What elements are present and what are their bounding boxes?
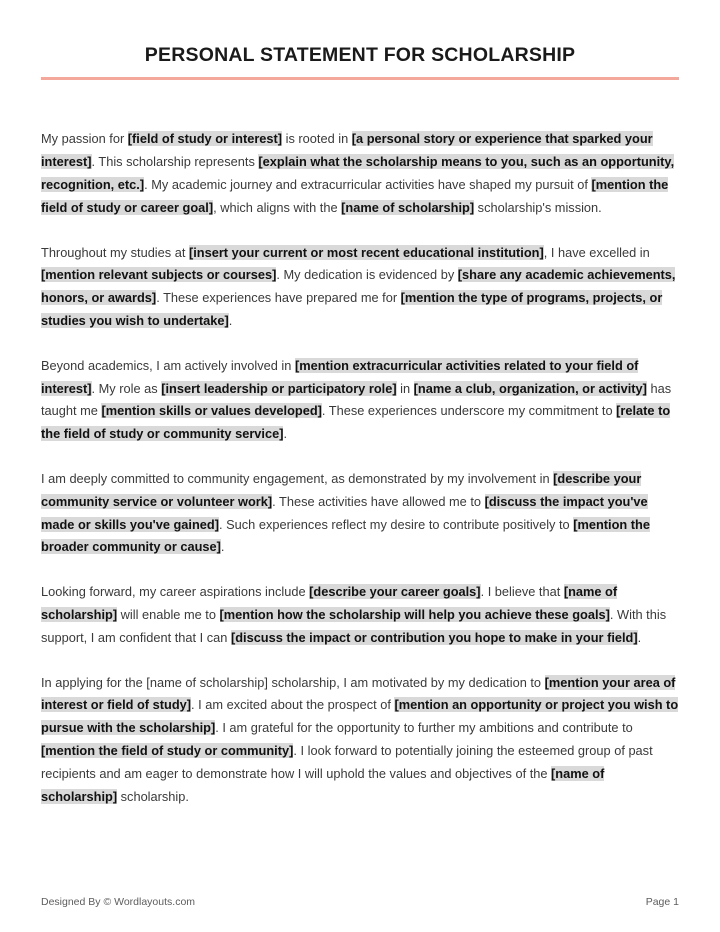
placeholder-field[interactable]: [discuss the impact you've made or skills you've gained] (41, 493, 648, 532)
placeholder-field[interactable]: [mention relevant subjects or courses] (41, 267, 277, 283)
body-text: My passion for (41, 131, 128, 147)
body-text: Beyond academics, I am actively involved in (41, 357, 295, 373)
body-text: scholarship's mission. (474, 199, 602, 215)
body-text: will enable me to (117, 606, 220, 622)
placeholder-field[interactable]: [name a club, organization, or activity] (413, 380, 647, 396)
placeholder-field[interactable]: [discuss the impact or contribution you hope to make in your field] (230, 629, 638, 645)
body-text: , I have excelled in (543, 244, 650, 260)
placeholder-field[interactable]: [a personal story or experience that sparked your interest] (41, 131, 653, 170)
paragraph-6 (41, 672, 679, 809)
placeholder-field[interactable]: [mention the field of study or community] (41, 742, 294, 758)
body-text: . I am excited about the prospect of (191, 697, 395, 713)
placeholder-field[interactable]: [name of scholarship] (41, 584, 618, 622)
body-text: In applying for the [name of scholarship] scholarship, I am motivated by my dedication to (41, 674, 545, 690)
body-text: . Such experiences reflect my desire to contribute positively to (219, 516, 574, 532)
body-text: has taught me (41, 380, 672, 419)
statement-body (41, 128, 679, 808)
page-footer (41, 896, 679, 908)
placeholder-field[interactable]: [insert leadership or participatory role] (161, 380, 397, 396)
body-text: scholarship. (117, 788, 189, 804)
placeholder-field[interactable]: [mention the field of study or career goal] (41, 177, 669, 215)
body-text: Throughout my studies at (41, 244, 189, 260)
body-text: , which aligns with the (213, 199, 342, 215)
body-text: . (220, 539, 225, 555)
placeholder-field[interactable]: [insert your current or most recent educational institution] (188, 244, 544, 260)
body-text: I am deeply committed to community engagement, as demonstrated by my involvement in (41, 470, 554, 486)
body-text: . My dedication is evidenced by (276, 267, 458, 283)
body-text: is rooted in (282, 131, 352, 147)
paragraph-2 (41, 242, 679, 333)
placeholder-field[interactable]: [explain what the scholarship means to you, such as an opportunity, recognition, etc.] (41, 154, 675, 193)
placeholder-field[interactable]: [relate to the field of study or community service] (41, 403, 671, 442)
body-text: . (283, 426, 288, 442)
body-text: . These experiences underscore my commitment to (321, 403, 617, 419)
paragraph-5 (41, 581, 679, 649)
placeholder-field[interactable]: [field of study or interest] (127, 131, 283, 147)
paragraph-4 (41, 468, 679, 559)
body-text: Looking forward, my career aspirations include (41, 584, 310, 600)
body-text: . With this support, I am confident that I can (41, 606, 667, 645)
placeholder-field[interactable]: [mention your area of interest or field of study] (41, 674, 676, 713)
body-text: . I am grateful for the opportunity to further my ambitions and contribute to (215, 720, 633, 736)
body-text: in (396, 380, 414, 396)
body-text: . My academic journey and extracurricular activities have shaped my pursuit of (144, 177, 592, 193)
body-text: . I look forward to potentially joining the esteemed group of past recipients and am eager to demonstrate how I will uphold the values and objectives of the (41, 742, 653, 781)
placeholder-field[interactable]: [mention the type of programs, projects, or studies you wish to undertake] (41, 290, 663, 328)
body-text: . I believe that (480, 584, 564, 600)
footer-credit: Designed By © Wordlayouts.com (41, 896, 196, 908)
body-text: . These activities have allowed me to (272, 493, 485, 509)
placeholder-field[interactable]: [name of scholarship] (341, 199, 475, 215)
body-text: . My role as (91, 380, 162, 396)
placeholder-field[interactable]: [describe your career goals] (309, 584, 481, 600)
placeholder-field[interactable]: [mention how the scholarship will help you achieve these goals] (219, 606, 610, 622)
footer-page-number: Page 1 (645, 896, 679, 908)
placeholder-field[interactable]: [mention extracurricular activities related to your field of interest] (41, 357, 639, 396)
body-text: . (637, 629, 642, 645)
placeholder-field[interactable]: [mention an opportunity or project you wish to pursue with the scholarship] (41, 697, 679, 736)
placeholder-field[interactable]: [describe your community service or volunteer work] (41, 470, 642, 509)
title-divider (41, 77, 679, 80)
paragraph-3 (41, 355, 679, 446)
body-text: . This scholarship represents (91, 154, 259, 170)
placeholder-field[interactable]: [name of scholarship] (41, 765, 605, 804)
paragraph-1 (41, 128, 679, 219)
page-title: PERSONAL STATEMENT FOR SCHOLARSHIP (144, 44, 576, 66)
placeholder-field[interactable]: [mention skills or values developed] (101, 403, 322, 419)
body-text: . These experiences have prepared me for (156, 290, 401, 306)
placeholder-field[interactable]: [share any academic achievements, honors, or awards] (41, 267, 676, 306)
body-text: . (228, 313, 233, 328)
placeholder-field[interactable]: [mention the broader community or cause] (41, 516, 650, 555)
